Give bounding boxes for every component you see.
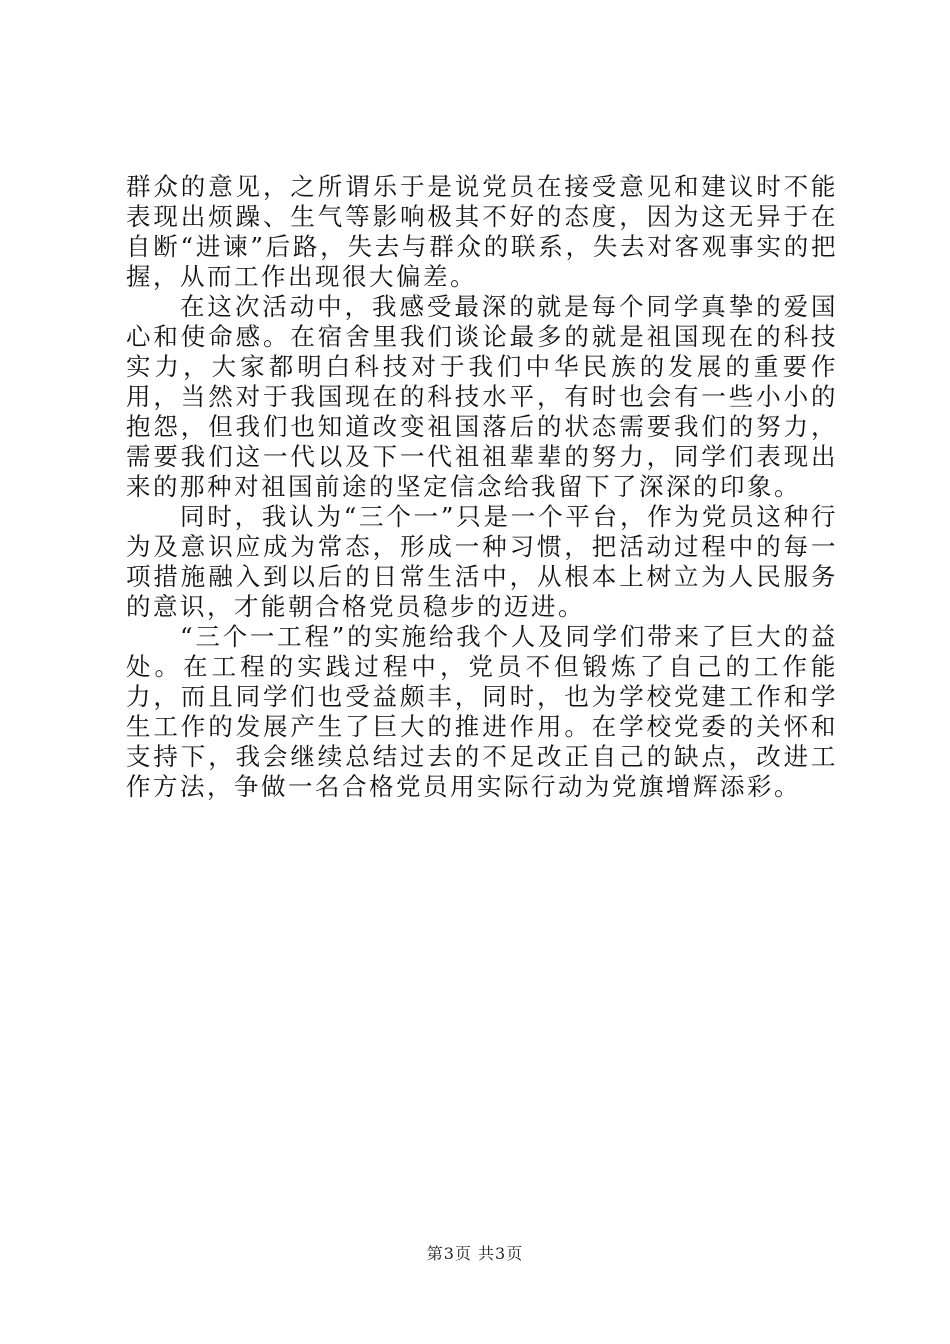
page-number-footer: 第3页 共3页 xyxy=(426,1244,524,1263)
document-body xyxy=(126,172,838,802)
paragraph: “三个一工程”的实施给我个人及同学们带来了巨大的益处。在工程的实践过程中，党员不但锻炼了自己的工作能力，而且同学们也受益颇丰，同时，也为学校党建工作和学生工作的发展产生了巨大的推进作用。在学校党委的关怀和支持下，我会继续总结过去的不足改正自己的缺点，改进工作方法，争做一名合格党员用实际行动为党旗增辉添彩。 xyxy=(126,622,838,801)
paragraph: 在这次活动中，我感受最深的就是每个同学真挚的爱国心和使命感。在宿舍里我们谈论最多的就是祖国现在的科技实力，大家都明白科技对于我们中华民族的发展的重要作用，当然对于我国现在的科技水平，有时也会有一些小小的抱怨，但我们也知道改变祖国落后的状态需要我们的努力，需要我们这一代以及下一代祖祖辈辈的努力，同学们表现出来的那种对祖国前途的坚定信念给我留下了深深的印象。 xyxy=(126,292,838,501)
paragraph-continued: 群众的意见，之所谓乐于是说党员在接受意见和建议时不能表现出烦躁、生气等影响极其不好的态度，因为这无异于在自断“进谏”后路，失去与群众的联系，失去对客观事实的把握，从而工作出现很大偏差。 xyxy=(126,172,838,291)
paragraph: 同时，我认为“三个一”只是一个平台，作为党员这种行为及意识应成为常态，形成一种习惯，把活动过程中的每一项措施融入到以后的日常生活中，从根本上树立为人民服务的意识，才能朝合格党员稳步的迈进。 xyxy=(126,502,838,621)
